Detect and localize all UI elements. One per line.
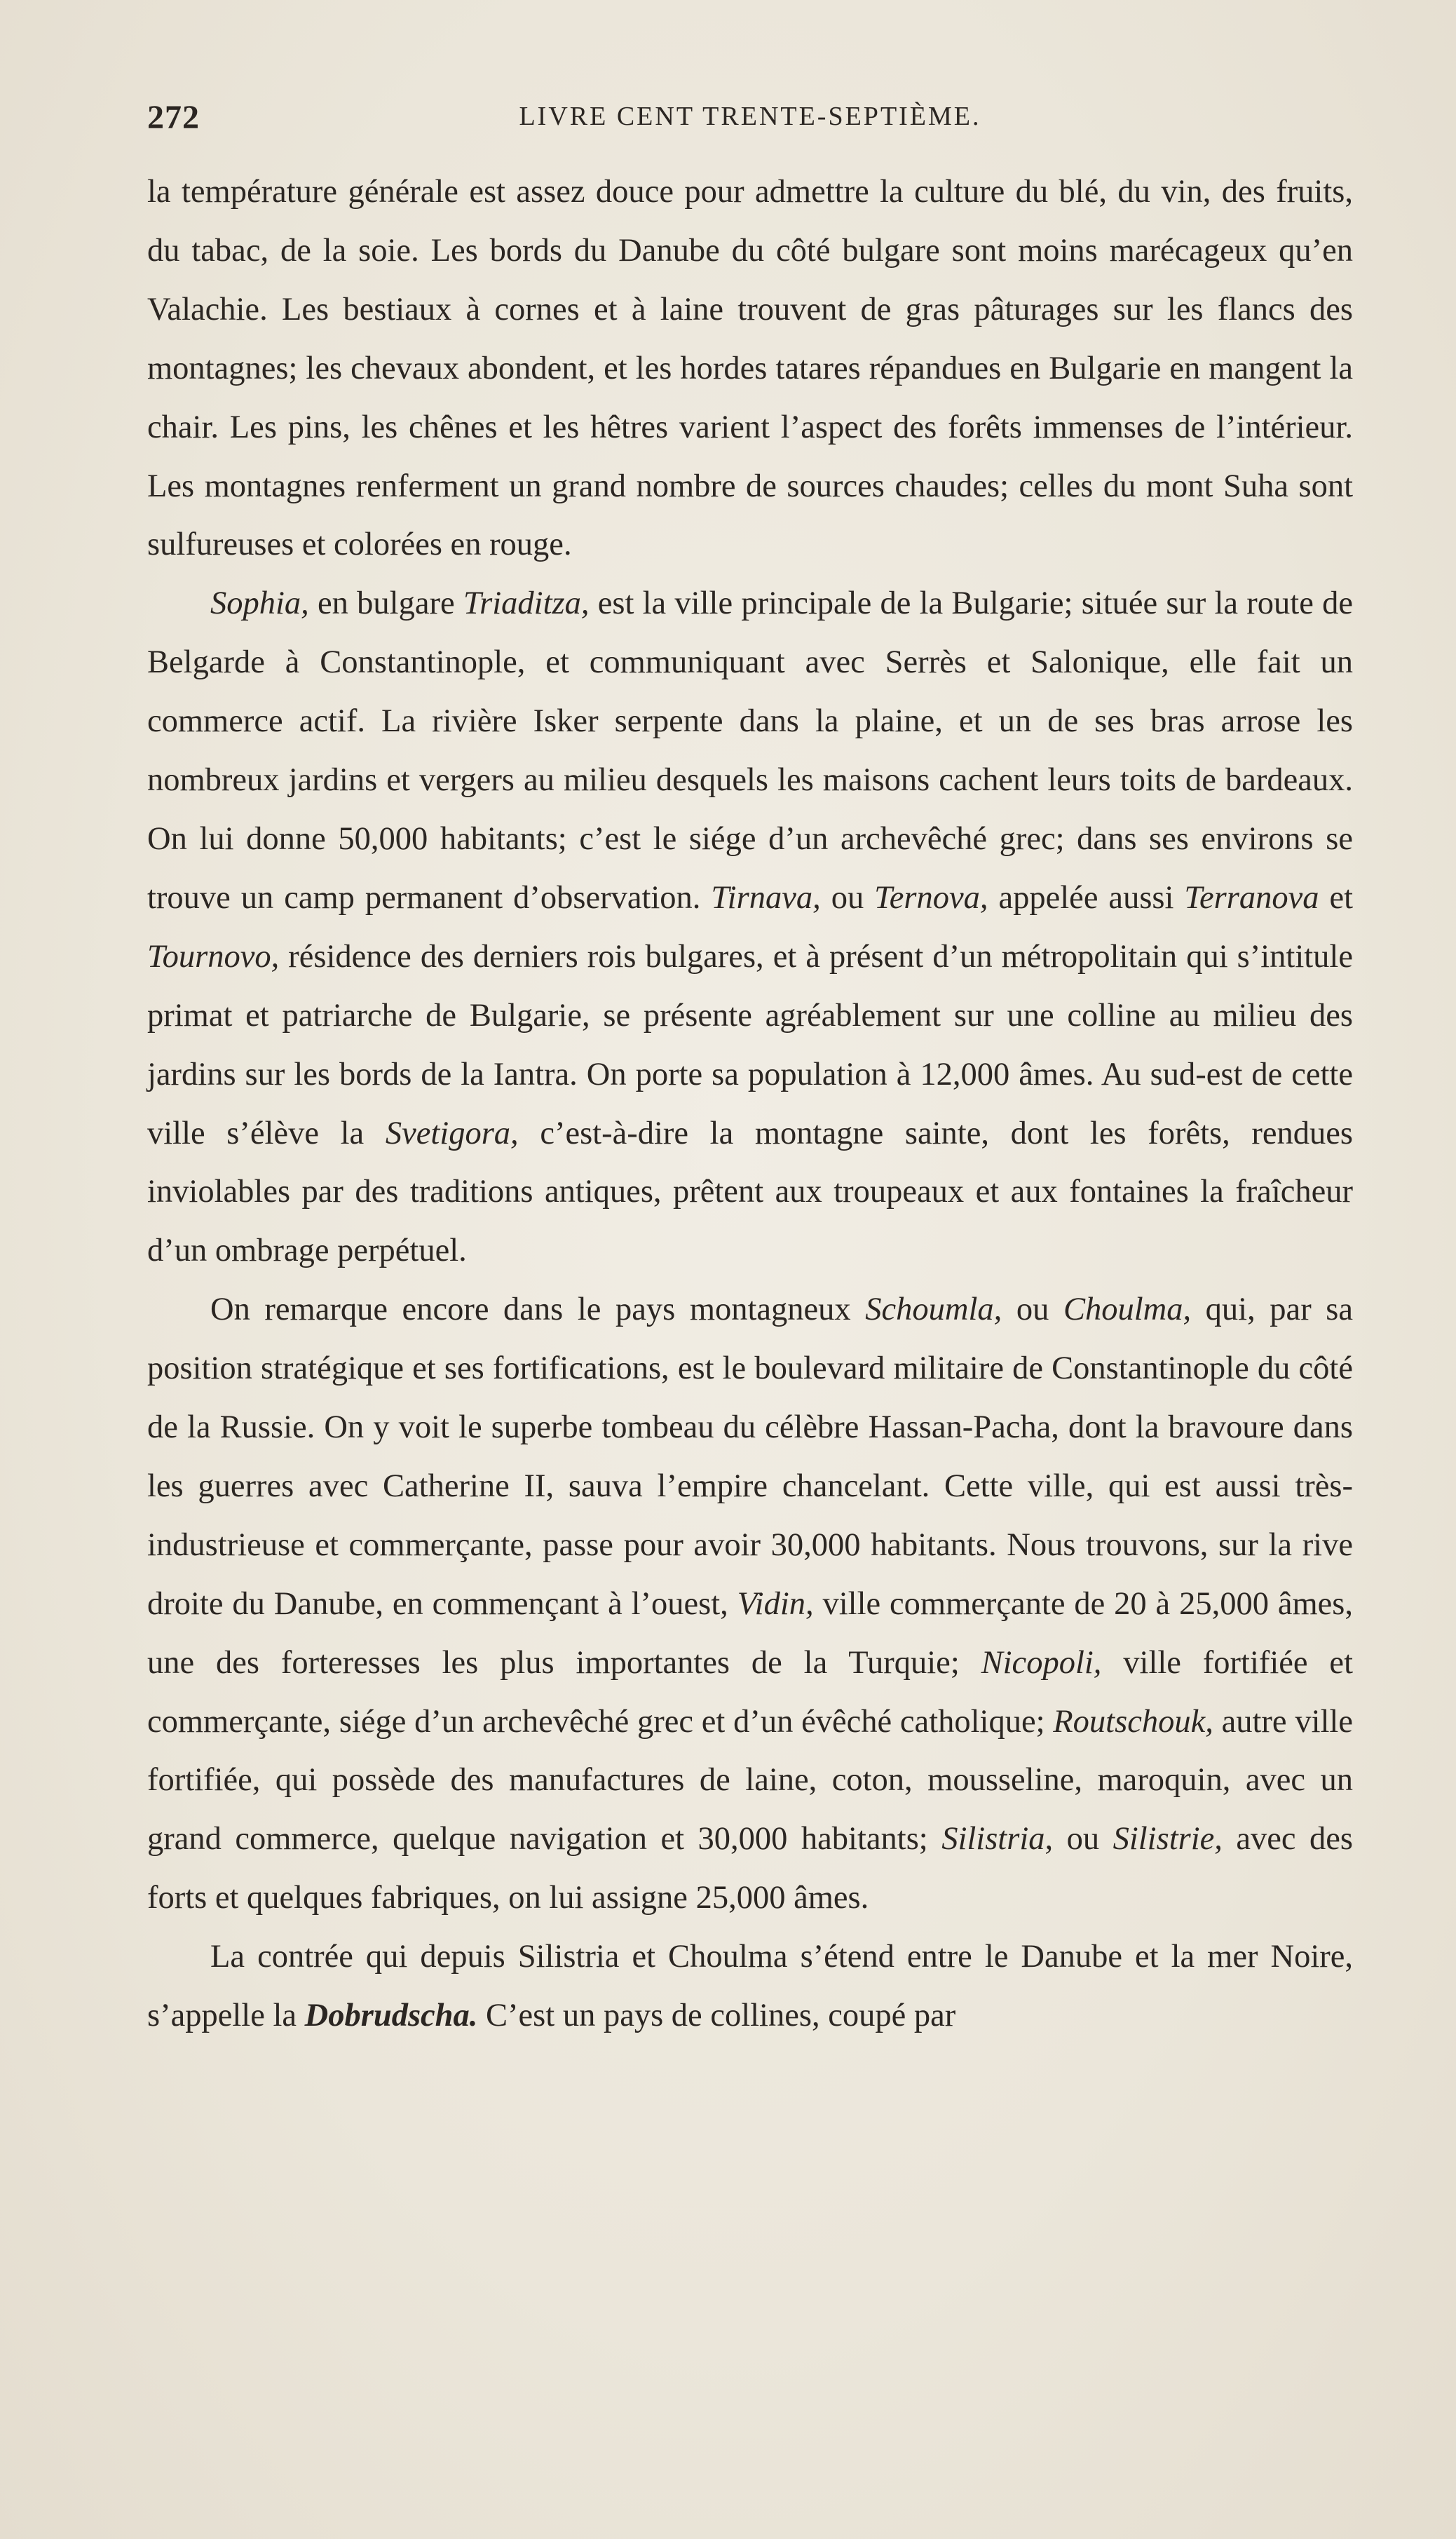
text-run: c’est-à-dire la montagne sainte, dont les forêts, rendues inviolables par des traditions antiques, prêtent aux troupeaux et aux fontaines la fraîcheur d’un ombrage perpétuel.: [147, 1115, 1353, 1269]
paragraph: [147, 574, 1353, 1280]
text-run: ou: [1053, 1821, 1113, 1857]
text-run: la température générale est assez douce pour admettre la culture du blé, du vin, des fruits, du tabac, de la soie. Les bords du Danube du côté bulgare sont moins marécageux qu’en Valachie. Les bestiaux à cornes et à laine trouvent de gras pâturages sur les flancs des montagnes; les chevaux abondent, et les hordes tatares répandues en Bulgarie en mangent la chair. Les pins, les chênes et les hêtres varient l’aspect des forêts immenses de l’intérieur. Les montagnes renferment un grand nombre de sources chaudes; celles du mont Suha sont sulfureuses et colorées en rouge.: [147, 174, 1353, 563]
text-run: est la ville principale de la Bulgarie; située sur la route de Belgarde à Constantinople, et communiquant avec Serrès et Salonique, elle fait un commerce actif. La rivière Isker serpente dans la plaine, et un de ses bras arrose les nombreux jardins et vergers au milieu desquels les maisons cachent leurs toits de bardeaux. On lui donne 50,000 habitants; c’est le siége d’un archevêché grec; dans ses environs se trouve un camp permanent d’observation.: [147, 585, 1353, 916]
page-header: [147, 98, 1353, 140]
paragraph: [147, 1928, 1353, 2045]
text-run: et: [1319, 879, 1353, 916]
emphasized-text: Triaditza,: [463, 585, 590, 622]
emphasized-text: Vidin,: [737, 1585, 814, 1622]
text-run: On remarque encore dans le pays montagneux: [210, 1292, 866, 1328]
emphasized-text: Routschouk,: [1053, 1703, 1213, 1740]
emphasized-text: Tirnava,: [711, 879, 821, 916]
emphasized-text: Schoumla,: [865, 1292, 1002, 1328]
text-run: ville commerçante de 20 à 25,000 âmes, une des forteresses les plus importantes de la Turquie;: [147, 1585, 1353, 1681]
text-run: autre ville fortifiée, qui possède des manufactures de laine, coton, mousseline, maroquin, avec un grand commerce, quelque navigation et 30,000 habitants;: [147, 1703, 1353, 1857]
emphasized-text: Dobrudscha.: [304, 1998, 478, 2034]
emphasized-text: Svetigora,: [385, 1115, 519, 1151]
emphasized-text: Silistrie,: [1113, 1821, 1223, 1857]
emphasized-text: Silistria,: [941, 1821, 1054, 1857]
paragraph: [147, 163, 1353, 574]
body-text: [147, 163, 1353, 2045]
text-run: La contrée qui depuis Silistria et Choulma s’étend entre le Danube et la mer Noire, s’appelle la: [147, 1939, 1353, 2034]
text-run: C’est un pays de collines, coupé par: [477, 1998, 956, 2034]
page-number: 272: [147, 99, 200, 136]
emphasized-text: Terranova: [1184, 879, 1319, 916]
emphasized-text: Nicopoli,: [981, 1644, 1102, 1681]
text-run: ville fortifiée et commerçante, siége d’un archevêché grec et d’un évêché catholique;: [147, 1644, 1353, 1740]
emphasized-text: Choulma,: [1063, 1292, 1192, 1328]
text-run: appelée aussi: [988, 879, 1185, 916]
text-run: ou: [820, 879, 875, 916]
text-run: ou: [1002, 1292, 1063, 1328]
text-run: avec des forts et quelques fabriques, on lui assigne 25,000 âmes.: [147, 1821, 1354, 1916]
text-run: qui, par sa position stratégique et ses fortifications, est le boulevard militaire de Constantinople du côté de la Russie. On y voit le superbe tombeau du célèbre Hassan-Pacha, dont la bravoure dans les guerres avec Catherine II, sauva l’empire chancelant. Cette ville, qui est aussi très-industrieuse et commerçante, passe pour avoir 30,000 habitants. Nous trouvons, sur la rive droite du Danube, en commençant à l’ouest,: [147, 1292, 1353, 1622]
paragraph: [147, 1280, 1353, 1928]
running-title: LIVRE CENT TRENTE-SEPTIÈME.: [519, 102, 981, 131]
emphasized-text: Ternova,: [874, 879, 988, 916]
text-run: en bulgare: [308, 585, 463, 622]
text-run: résidence des derniers rois bulgares, et à présent d’un métropolitain qui s’intitule primat et patriarche de Bulgarie, se présente agréablement sur une colline au milieu des jardins sur les bords de la Iantra. On porte sa population à 12,000 âmes. Au sud-est de cette ville s’élève la: [147, 938, 1353, 1151]
emphasized-text: Sophia,: [210, 585, 309, 622]
emphasized-text: Tournovo,: [147, 938, 280, 975]
